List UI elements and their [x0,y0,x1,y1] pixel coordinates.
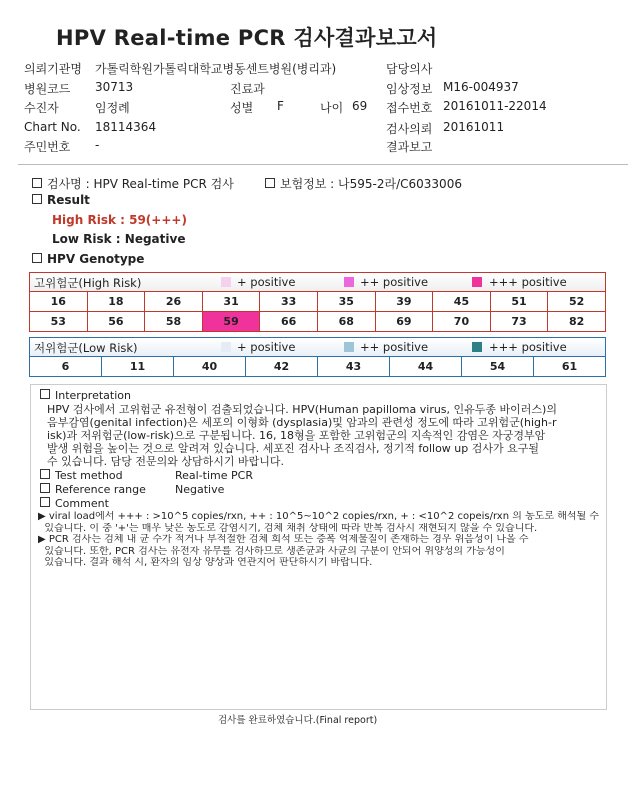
test-name [32,175,234,192]
clinical-label: 임상정보 [386,82,433,96]
idnum-label: 주민번호 [24,140,71,154]
range-value: Negative [175,483,225,496]
age-label: 나이 [320,101,344,115]
high-risk-table [29,291,606,332]
low-plus3-swatch [472,342,482,352]
low-plus-swatch [221,342,231,352]
checkbox-icon [32,253,42,263]
genotype-cell-58: 58 [145,312,203,332]
interpretation-line: 음부감염(genital infection)은 세포의 이형화 (dysplasia)및 암과의 관련성 정도에 따라 고위험군(high-r [47,416,557,429]
report-title: HPV Real-time PCR 검사결과보고서 [56,26,438,50]
genotype-cell-18: 18 [87,292,145,312]
age-value: 69 [352,99,368,113]
method-label [40,469,123,482]
report-label: 결과보고 [386,140,433,154]
genotype-row [30,357,606,377]
genotype-cell-82: 82 [548,312,606,332]
final-report-note: 검사를 완료하였습니다.(Final report) [218,715,378,726]
low-legend-plus: + positive [237,340,296,354]
genotype-cell-35: 35 [317,292,375,312]
genotype-cell-43: 43 [318,357,390,377]
result-heading [32,193,90,207]
genotype-cell-70: 70 [433,312,491,332]
genotype-cell-40: 40 [174,357,246,377]
high-risk-result: High Risk : 59(+++) [52,213,187,227]
comment-line: 있습니다. 이 중 '+'는 매우 낮은 농도로 감염시기, 검체 채취 상태에 따라 반복 검사시 재현되지 않을 수 있습니다. [38,522,538,534]
range-label-text: Reference range [55,483,146,496]
checkbox-icon [40,497,50,507]
plus-swatch [221,277,231,287]
low-legend-plus2: ++ positive [360,340,429,354]
comment-heading-text: Comment [55,497,109,510]
code-value: 30713 [95,80,134,94]
chart-value: 18114364 [95,120,157,134]
genotype-cell-69: 69 [375,312,433,332]
hospital-value: 가톨릭학원가톨릭대학교병동센트병원(병리과) [95,62,337,76]
legend-plus3: +++ positive [489,275,567,289]
comment-line: ▶ viral load에서 +++ : >10^5 copies/rxn, ++ : 10^5~10^2 copies/rxn, + : <10^2 copeis/rxn 의 농도로 해석될 수 [38,511,600,522]
result-heading-text: Result [47,193,90,207]
header-divider [18,164,628,165]
genotype-cell-44: 44 [390,357,462,377]
patient-label: 수진자 [24,101,59,115]
test-name-text: 검사명 : HPV Real-time PCR 검사 [47,177,234,191]
insurance-info [265,175,462,192]
checkbox-icon [265,178,275,188]
interpretation-heading [40,389,131,402]
method-value: Real-time PCR [175,469,253,482]
comment-line: ▶ PCR 검사는 검체 내 균 수가 적거나 부적절한 검체 희석 또는 증폭 억제물질이 존재하는 경우 위음성이 나올 수 [38,534,529,545]
chart-label: Chart No. [24,120,81,134]
genotype-cell-31: 31 [202,292,260,312]
high-risk-label: 고위험군(High Risk) [34,276,142,290]
low-plus2-swatch [344,342,354,352]
genotype-cell-73: 73 [490,312,548,332]
interpretation-line: isk)과 저위험군(low-risk)으로 구분됩니다. 16, 18형을 포함한 고위험군의 지속적인 감염은 자궁경부암 [47,429,546,442]
checkbox-icon [40,483,50,493]
genotype-cell-11: 11 [102,357,174,377]
genotype-cell-68: 68 [317,312,375,332]
plus3-swatch [472,277,482,287]
genotype-cell-39: 39 [375,292,433,312]
sex-label: 성별 [230,101,254,115]
genotype-cell-53: 53 [30,312,88,332]
genotype-cell-16: 16 [30,292,88,312]
genotype-row [30,312,606,332]
low-risk-table [29,356,606,377]
method-label-text: Test method [55,469,123,482]
high-risk-header [29,272,606,292]
checkbox-icon [32,194,42,204]
comment-line: 있습니다. 결과 해석 시, 환자의 임상 양상과 연관지어 판단하시기 바랍니다. [38,557,373,568]
interpretation-heading-text: Interpretation [55,389,131,402]
code-label: 병원코드 [24,82,71,96]
dept-label: 진료과 [230,82,265,96]
genotype-cell-59: 59 [202,312,260,332]
genotype-heading [32,252,144,266]
clinical-value: M16-004937 [443,80,519,94]
comment-heading [40,497,109,510]
genotype-cell-42: 42 [246,357,318,377]
genotype-heading-text: HPV Genotype [47,252,145,266]
comment-line: 있습니다. 또한, PCR 검사는 유전자 유무를 검사하므로 생존균과 사균의 구분이 안되어 위양성의 가능성이 [38,545,505,557]
genotype-row [30,292,606,312]
checkbox-icon [32,178,42,188]
low-risk-result: Low Risk : Negative [52,232,186,246]
genotype-cell-54: 54 [462,357,534,377]
low-risk-header [29,337,606,357]
doctor-label: 담당의사 [386,62,433,76]
request-value: 20161011 [443,120,505,134]
range-label [40,483,146,496]
legend-plus2: ++ positive [360,275,429,289]
checkbox-icon [40,469,50,479]
interpretation-line: 수 있습니다. 담당 전문의와 상담하시기 바랍니다. [47,455,284,468]
comment-text [38,511,604,569]
interpretation-line: 발생 위험을 높이는 것으로 알려져 있습니다. 세포진 검사나 조직검사, 정기적 follow up 검사가 요구될 [47,442,540,455]
patient-value: 임정례 [95,101,130,115]
plus2-swatch [344,277,354,287]
request-label: 검사의뢰 [386,122,433,136]
hospital-label: 의뢰기관명 [24,62,82,76]
idnum-value: - [95,138,100,152]
genotype-cell-51: 51 [490,292,548,312]
legend-plus: + positive [237,275,296,289]
genotype-cell-56: 56 [87,312,145,332]
receipt-label: 접수번호 [386,101,433,115]
genotype-cell-6: 6 [30,357,102,377]
genotype-cell-61: 61 [534,357,606,377]
insurance-text: 보험정보 : 나595-2라/C6033006 [280,177,462,191]
genotype-cell-52: 52 [548,292,606,312]
interpretation-line: HPV 검사에서 고위험군 유전형이 검출되었습니다. HPV(Human papilloma virus, 인유두종 바이러스)의 [47,403,557,416]
sex-value: F [277,99,284,113]
genotype-cell-66: 66 [260,312,318,332]
genotype-cell-26: 26 [145,292,203,312]
low-legend-plus3: +++ positive [489,340,567,354]
interpretation-text [47,403,602,468]
checkbox-icon [40,389,50,399]
low-risk-label: 저위험군(Low Risk) [34,341,138,355]
receipt-value: 20161011-22014 [443,99,547,113]
genotype-cell-33: 33 [260,292,318,312]
genotype-cell-45: 45 [433,292,491,312]
